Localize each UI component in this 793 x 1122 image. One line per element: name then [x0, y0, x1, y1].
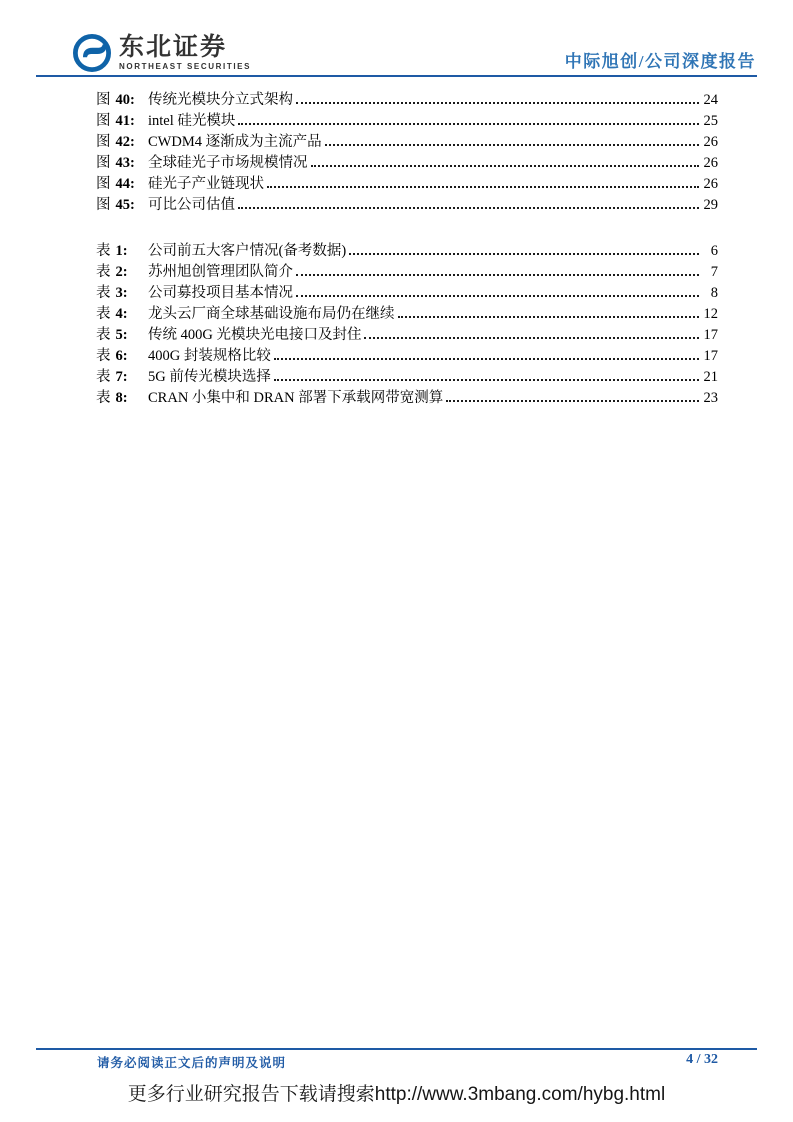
toc-entry-title: 公司募投项目基本情况 [148, 285, 293, 301]
toc-entry-label: 图 43: [96, 155, 135, 171]
toc-entry-label: 图 42: [96, 134, 135, 150]
dot-leader [446, 400, 699, 402]
toc-entry-label: 表 2: [96, 264, 128, 280]
toc-entry-table-4[interactable] [96, 304, 718, 325]
toc-entry-page: 29 [703, 197, 718, 213]
toc-entry-title: 5G 前传光模块选择 [148, 369, 271, 385]
toc-entry-table-7[interactable] [96, 367, 718, 388]
watermark-text: 更多行业研究报告下载请搜索http://www.3mbang.com/hybg.html [127, 1084, 666, 1105]
toc-entry-page: 26 [703, 155, 718, 171]
dot-leader [296, 295, 699, 297]
dot-leader [364, 337, 699, 339]
dot-leader [311, 165, 700, 167]
toc-entry-page: 7 [710, 264, 718, 280]
page-number-indicator: 4 / 32 [686, 1052, 718, 1067]
dot-leader [274, 379, 699, 381]
toc-entry-page: 6 [710, 243, 718, 259]
footer-disclaimer: 请务必阅读正文后的声明及说明 [97, 1056, 287, 1070]
toc-entry-label: 图 41: [96, 113, 135, 129]
northeast-securities-logo-icon [73, 34, 111, 72]
toc-entry-title: 400G 封装规格比较 [148, 348, 271, 364]
toc-entry-title: 公司前五大客户情况(备考数据) [148, 243, 347, 259]
toc-entry-label: 表 5: [96, 327, 128, 343]
company-logo-text [119, 34, 251, 71]
toc-entry-title: 传统光模块分立式架构 [148, 92, 293, 108]
toc-entry-title: 可比公司估值 [148, 197, 235, 213]
dot-leader [296, 274, 699, 276]
toc-entry-table-3[interactable] [96, 283, 718, 304]
toc-entry-title: CWDM4 逐渐成为主流产品 [148, 134, 322, 150]
toc-entry-table-2[interactable] [96, 262, 718, 283]
toc-entry-page: 21 [703, 369, 718, 385]
toc-entry-figure-43[interactable] [96, 153, 718, 174]
toc-entry-figure-45[interactable] [96, 195, 718, 216]
footer-divider [36, 1048, 757, 1050]
toc-entry-label: 图 40: [96, 92, 135, 108]
header-divider [36, 75, 757, 77]
company-name-cn: 东北证券 [119, 33, 228, 61]
dot-leader [325, 144, 699, 146]
toc-entry-label: 图 45: [96, 197, 135, 213]
dot-leader [238, 207, 699, 209]
toc-entry-figure-40[interactable] [96, 90, 718, 111]
toc-entry-table-5[interactable] [96, 325, 718, 346]
toc-entry-figure-42[interactable] [96, 132, 718, 153]
toc-entry-page: 17 [703, 348, 718, 364]
figures-list [96, 90, 718, 216]
toc-entry-figure-44[interactable] [96, 174, 718, 195]
toc-entry-page: 24 [703, 92, 718, 108]
toc-entry-figure-41[interactable] [96, 111, 718, 132]
dot-leader [274, 358, 699, 360]
tables-list [96, 241, 718, 409]
toc-entry-label: 表 3: [96, 285, 128, 301]
toc-entry-page: 17 [703, 327, 718, 343]
toc-entry-title: 硅光子产业链现状 [148, 176, 264, 192]
toc-entry-title: CRAN 小集中和 DRAN 部署下承载网带宽测算 [148, 390, 444, 406]
toc-entry-table-6[interactable] [96, 346, 718, 367]
toc-entry-label: 表 6: [96, 348, 128, 364]
table-of-contents [96, 90, 718, 409]
dot-leader [349, 253, 699, 255]
toc-entry-page: 12 [703, 306, 718, 322]
toc-entry-label: 表 7: [96, 369, 128, 385]
toc-entry-page: 25 [703, 113, 718, 129]
toc-entry-label: 表 8: [96, 390, 128, 406]
toc-entry-page: 8 [710, 285, 718, 301]
dot-leader [296, 102, 699, 104]
toc-entry-label: 表 1: [96, 243, 128, 259]
toc-entry-page: 23 [703, 390, 718, 406]
toc-entry-page: 26 [703, 134, 718, 150]
report-type-header: 中际旭创/公司深度报告 [564, 52, 756, 71]
company-logo [73, 34, 251, 72]
toc-entry-title: intel 硅光模块 [148, 113, 236, 129]
toc-entry-title: 全球硅光子市场规模情况 [148, 155, 308, 171]
toc-entry-table-8[interactable] [96, 388, 718, 409]
dot-leader [267, 186, 699, 188]
dot-leader [238, 123, 699, 125]
company-name-en: NORTHEAST SECURITIES [119, 62, 252, 71]
toc-entry-title: 龙头云厂商全球基础设施布局仍在继续 [148, 306, 395, 322]
toc-entry-title: 传统 400G 光模块光电接口及封住 [148, 327, 362, 343]
toc-entry-title: 苏州旭创管理团队简介 [148, 264, 293, 280]
toc-entry-table-1[interactable] [96, 241, 718, 262]
toc-entry-page: 26 [703, 176, 718, 192]
dot-leader [398, 316, 700, 318]
toc-entry-label: 图 44: [96, 176, 135, 192]
toc-entry-label: 表 4: [96, 306, 128, 322]
